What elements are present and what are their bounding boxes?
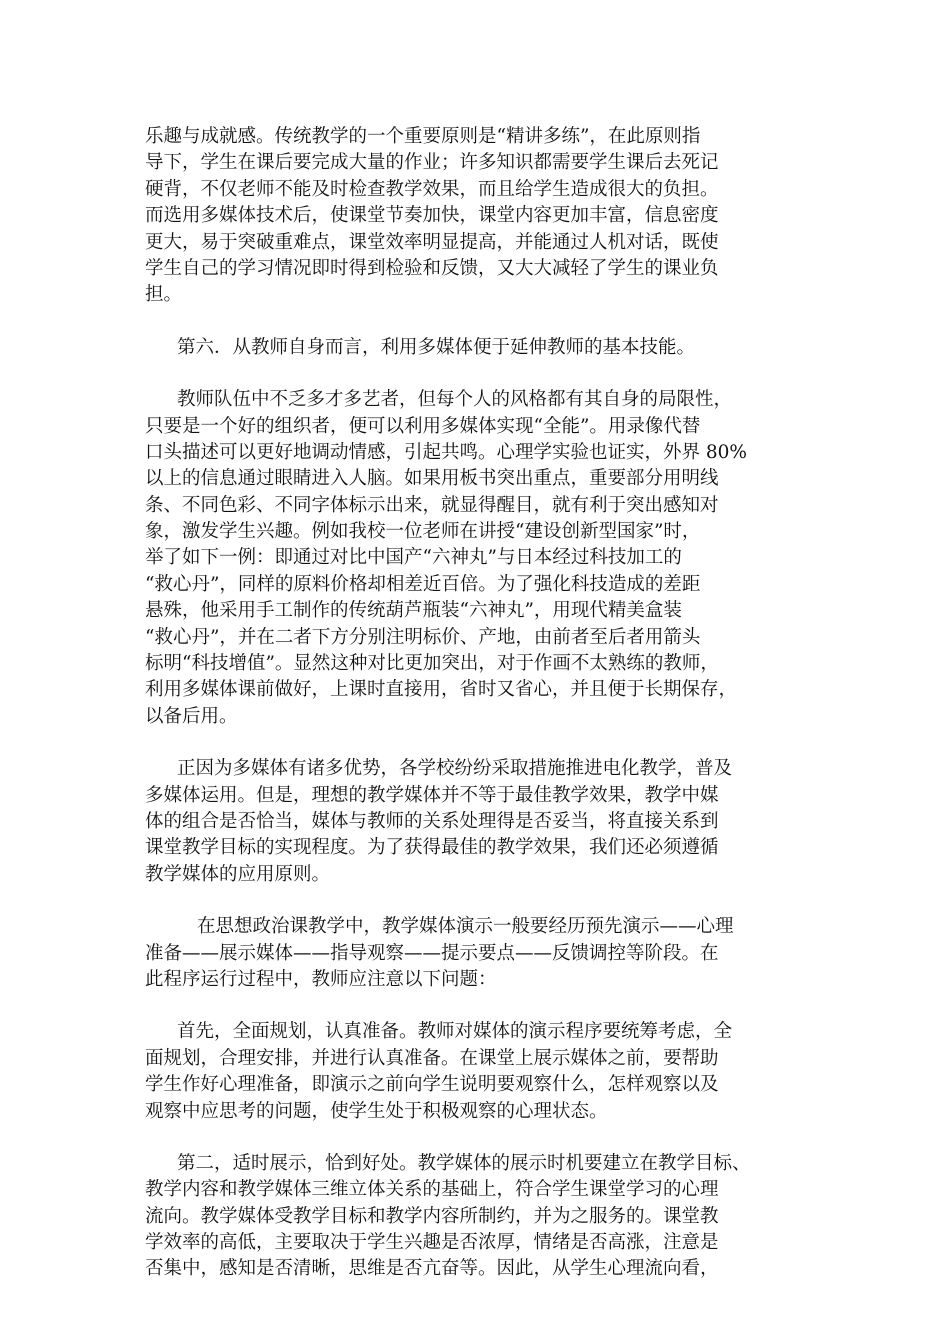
text-line: 利用多媒体课前做好，上课时直接用，省时又省心，并且便于长期保存， — [145, 679, 738, 701]
text-line: 观察中应思考的问题，使学生处于积极观察的心理状态。 — [145, 1100, 608, 1122]
text-line: 教学内容和教学媒体三维立体关系的基础上，符合学生课堂学习的心理 — [145, 1179, 719, 1201]
text-line: 象，激发学生兴趣。例如我校一位老师在讲授“建设创新型国家”时， — [145, 521, 701, 543]
text-line: 以上的信息通过眼睛进入人脑。如果用板书突出重点，重要部分用明线 — [145, 468, 719, 490]
text-line: 教学媒体的应用原则。 — [145, 863, 331, 885]
paragraph — [145, 914, 810, 993]
text-line: 多媒体运用。但是，理想的教学媒体并不等于最佳教学效果，教学中媒 — [145, 784, 719, 806]
document-body — [145, 124, 810, 1309]
paragraph — [145, 387, 810, 730]
text-line: 面规划，合理安排，并进行认真准备。在课堂上展示媒体之前，要帮助 — [145, 1047, 719, 1069]
paragraph — [145, 124, 810, 309]
text-line: 正因为多媒体有诸多优势，各学校纷纷采取措施推进电化教学，普及 — [177, 758, 733, 780]
text-line: 条、不同色彩、不同字体标示出来，就显得醒目，就有利于突出感知对 — [145, 494, 719, 516]
text-line: 第六．从教师自身而言，利用多媒体便于延伸教师的基本技能。 — [177, 336, 696, 358]
text-line: “救心丹”，并在二者下方分别注明标价、产地，由前者至后者用箭头 — [145, 626, 701, 648]
paragraph — [145, 1151, 810, 1283]
text-line: 硬背，不仅老师不能及时检查教学效果，而且给学生造成很大的负担。 — [145, 178, 719, 200]
text-line: 流向。教学媒体受教学目标和教学内容所制约，并为之服务的。课堂教 — [145, 1205, 719, 1227]
text-line: 在思想政治课教学中，教学媒体演示一般要经历预先演示——心理 — [197, 916, 734, 938]
text-line: 准备——展示媒体——指导观察——提示要点——反馈调控等阶段。在 — [145, 942, 719, 964]
text-line: 悬殊，他采用手工制作的传统葫芦瓶装“六神丸”，用现代精美盒装 — [145, 600, 682, 622]
text-line: 担。 — [145, 284, 183, 306]
paragraph — [145, 756, 810, 888]
text-line: 更大，易于突破重难点，课堂效率明显提高，并能通过人机对话，既使 — [145, 231, 719, 253]
text-line: 乐趣与成就感。传统教学的一个重要原则是“精讲多练”，在此原则指 — [145, 126, 701, 147]
text-line: 导下，学生在课后要完成大量的作业；许多知识都需要学生课后去死记 — [145, 152, 719, 174]
text-line: 学生自己的学习情况即时得到检验和反馈，又大大减轻了学生的课业负 — [145, 257, 719, 279]
text-line: 而选用多媒体技术后，使课堂节奏加快，课堂内容更加丰富，信息密度 — [145, 205, 719, 227]
paragraph — [145, 1019, 810, 1125]
text-line: “救心丹”，同样的原料价格却相差近百倍。为了强化科技造成的差距 — [145, 573, 701, 595]
text-line: 首先，全面规划，认真准备。教师对媒体的演示程序要统筹考虑，全 — [177, 1021, 733, 1043]
text-line: 教师队伍中不乏多才多艺者，但每个人的风格都有其自身的局限性， — [177, 389, 733, 411]
text-line: 标明“科技增值”。显然这种对比更加突出，对于作画不太熟练的教师， — [145, 653, 719, 675]
text-line: 学生作好心理准备，即演示之前向学生说明要观察什么，怎样观察以及 — [145, 1074, 719, 1096]
text-line: 体的组合是否恰当，媒体与教师的关系处理得是否妥当，将直接关系到 — [145, 810, 719, 832]
paragraph — [145, 335, 810, 361]
text-line: 第二，适时展示，恰到好处。教学媒体的展示时机要建立在教学目标、 — [177, 1152, 751, 1174]
text-line: 否集中，感知是否清晰，思维是否亢奋等。因此，从学生心理流向看， — [145, 1258, 719, 1280]
text-line: 举了如下一例：即通过对比中国产“六神丸”与日本经过科技加工的 — [145, 547, 682, 569]
text-line: 此程序运行过程中，教师应注意以下问题： — [145, 968, 497, 990]
text-line: 只要是一个好的组织者，便可以利用多媒体实现“全能”。用录像代替 — [145, 415, 701, 437]
text-line: 课堂教学目标的实现程度。为了获得最佳的教学效果，我们还必须遵循 — [145, 837, 719, 859]
text-line: 口头描述可以更好地调动情感，引起共鸣。心理学实验也证实，外界 80% — [145, 441, 748, 463]
text-line: 学效率的高低，主要取决于学生兴趣是否浓厚，情绪是否高涨，注意是 — [145, 1232, 719, 1254]
text-line: 以备后用。 — [145, 705, 238, 727]
